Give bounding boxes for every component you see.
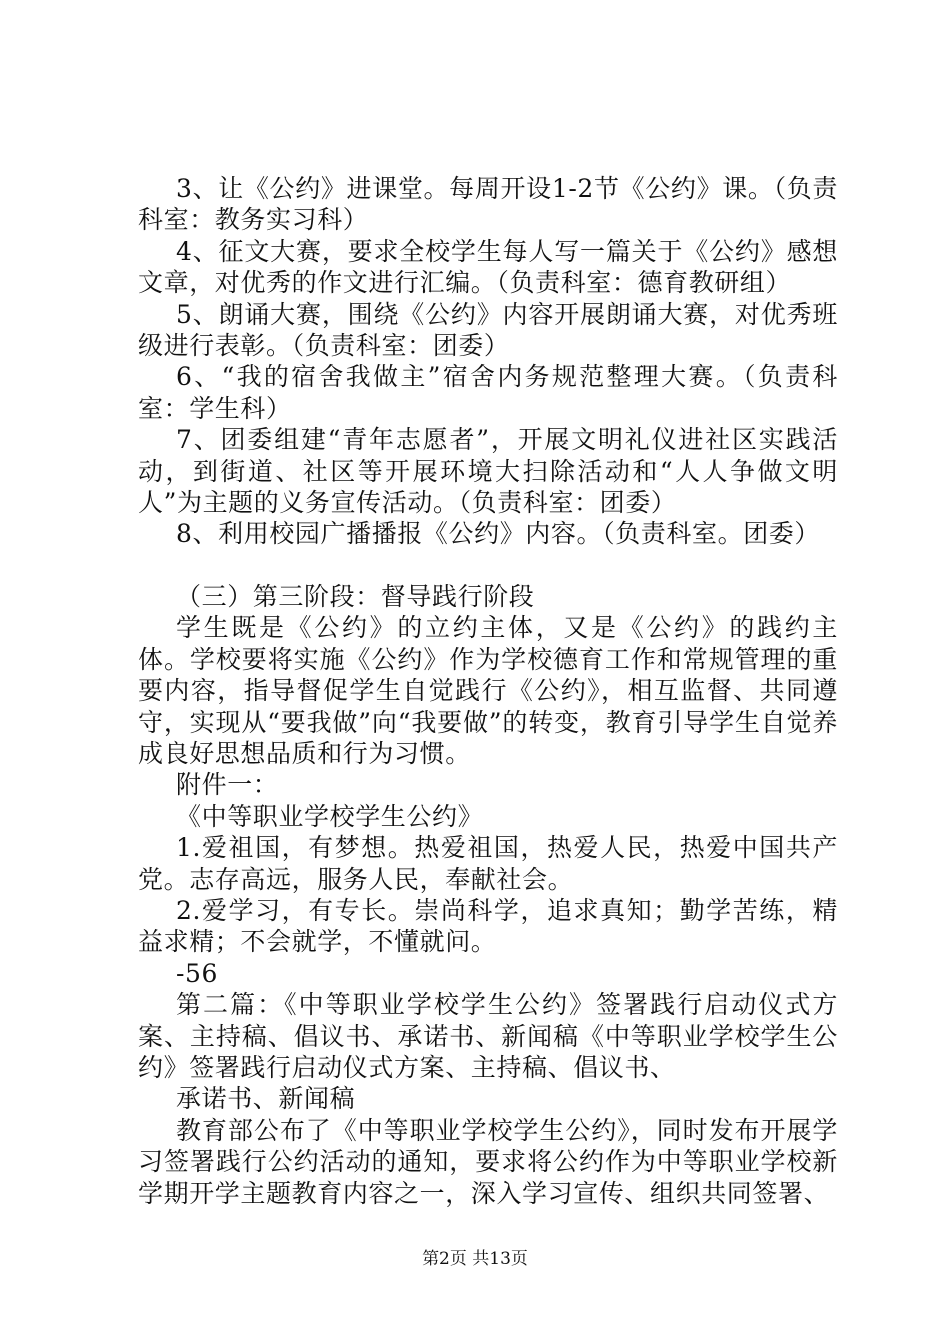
paragraph-ministry-notice: 教育部公布了《中等职业学校学生公约》，同时发布开展学习签署践行公约活动的通知，要求将公约作为中等职业学校新学期开学主题教育内容之一，深入学习宣传、组织共同签署、 [138,1115,838,1208]
second-article-title: 第二篇：《中等职业学校学生公约》签署践行启动仪式方案、主持稿、倡议书、承诺书、新闻稿《中等职业学校学生公约》签署践行启动仪式方案、主持稿、倡议书、 [138,990,838,1082]
paragraph-item-4: 4、征文大赛，要求全校学生每人写一篇关于《公约》感想文章，对优秀的作文进行汇编。（负责科室：德育教研组） [138,236,838,298]
paragraph-item-5: 5、朗诵大赛，围绕《公约》内容开展朗诵大赛，对优秀班级进行表彰。（负责科室：团委） [138,299,838,361]
section-heading: （三）第三阶段：督导践行阶段 [176,581,535,611]
paragraph-item-3: 3、让《公约》进课堂。每周开设1-2节《公约》课。（负责科室：教务实习科） [138,174,838,235]
convention-title: 《中等职业学校学生公约》 [176,801,484,831]
paragraph-spacer [138,550,838,581]
page-marker: -56 [176,958,219,988]
second-article-subtitle: 承诺书、新闻稿 [176,1084,356,1114]
paragraph-item-7: 7、团委组建“青年志愿者”，开展文明礼仪进社区实践活动，到街道、社区等开展环境大扫除活动和“人人争做文明人”为主题的义务宣传活动。（负责科室：团委） [138,425,838,518]
page-footer: 第2页 共13页 [422,1249,528,1269]
convention-article-1: 1.爱祖国，有梦想。热爱祖国，热爱人民，热爱中国共产党。志存高远，服务人民，奉献社会。 [138,833,838,894]
convention-article-2: 2.爱学习，有专长。崇尚科学，追求真知；勤学苦练，精益求精；不会就学，不懂就问。 [138,895,838,957]
paragraph-item-6: 6、“我的宿舍我做主”宿舍内务规范整理大赛。（负责科室：学生科） [138,362,838,423]
appendix-label: 附件一： [176,770,279,800]
paragraph-supervision: 学生既是《公约》的立约主体，又是《公约》的践约主体。学校要将实施《公约》作为学校德育工作和常规管理的重要内容，指导督促学生自觉践行《公约》，相互监督、共同遵守，实现从“要我做”向“我要做”的转变，教育引导学生自觉养成良好思想品质和行为习惯。 [138,613,838,768]
page-body [138,173,838,1209]
paragraph-item-8: 8、利用校园广播播报《公约》内容。（负责科室。团委） [176,519,821,549]
